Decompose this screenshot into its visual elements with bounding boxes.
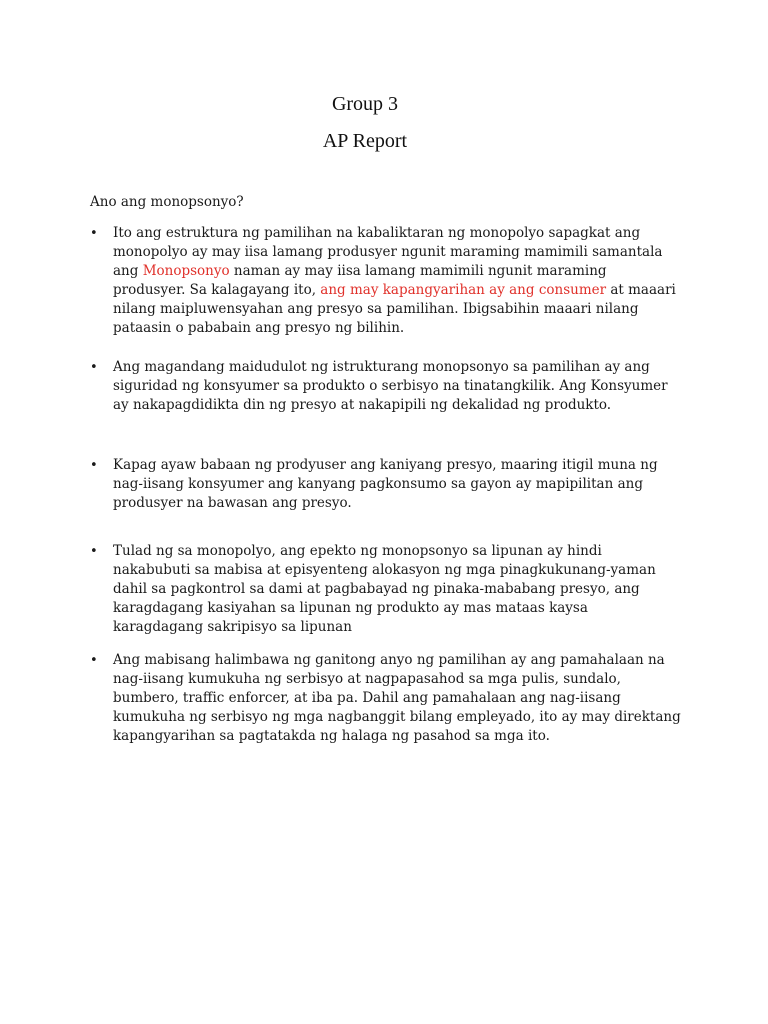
bullet-item-consumer-action [90, 456, 690, 513]
highlighted-term-monopsonyo: Monopsonyo [142, 263, 230, 279]
bullet-icon: • [90, 360, 98, 375]
bullet-icon: • [90, 458, 98, 473]
bullet-text: Tulad ng sa monopolyo, ang epekto ng monopsonyo sa lipunan ay hindi nakabubuti sa mabisa at episyenteng alokasyon ng mga pinagkukunang-yaman dahil sa pagkontrol sa dami at pagbabayad ng pinaka-mababang presyo, ang karagdagang kasiyahan sa lipunan ng produkto ay mas mataas kaysa karagdagang sakripisyo sa lipunan [113, 543, 656, 635]
bullet-text-part: Ito ang estruktura ng pamilihan na kabaliktaran ng monopolyo sapagkat ang monopolyo ay may iisa lamang produsyer ngunit maraming mamimili samantala ang [113, 225, 663, 279]
bullet-text: Kapag ayaw babaan ng prodyuser ang kaniyang presyo, maaring itigil muna ng nag-iisang konsyumer ang kanyang pagkonsumo sa gayon ay mapipilitan ang produsyer na bawasan ang presyo. [113, 457, 658, 511]
bullet-item-effect [90, 542, 690, 637]
bullet-icon: • [90, 544, 98, 559]
document-title: Group 3 [331, 93, 399, 115]
bullet-item-benefit [90, 358, 690, 415]
bullet-text: Ang magandang maidudulot ng istrukturang monopsonyo sa pamilihan ay ang siguridad ng konsyumer sa produkto o serbisyo na tinatangkilik. Ang Konsyumer ay nakapagdidikta din ng presyo at nakapipili ng dekalidad ng produkto. [113, 359, 668, 413]
bullet-icon: • [90, 653, 98, 668]
bullet-text-part: naman ay may iisa lamang mamimili ngunit maraming produsyer. Sa kalagayang ito, [113, 263, 607, 298]
bullet-item-definition [90, 224, 690, 338]
document-subtitle: AP Report [322, 130, 408, 152]
section-question: Ano ang monopsonyo? [90, 194, 244, 210]
bullet-item-example [90, 651, 690, 746]
bullet-text-part: at maaari nilang maipluwensyahan ang presyo sa pamilihan. Ibigsabihin maaari nilang pataasin o pababain ang presyo ng bilihin. [113, 282, 676, 336]
bullet-text [113, 224, 681, 338]
bullet-text: Ang mabisang halimbawa ng ganitong anyo ng pamilihan ay ang pamahalaan na nag-iisang kumukuha ng serbisyo at nagpapasahod sa mga pulis, sundalo, bumbero, traffic enforcer, at iba pa. Dahil ang pamahalaan ang nag-iisang kumukuha ng serbisyo ng mga nagbanggit bilang empleyado, ito ay may direktang kapangyarihan sa pagtatakda ng halaga ng pasahod sa mga ito. [113, 652, 681, 744]
bullet-icon: • [90, 226, 98, 241]
highlighted-phrase-consumer-power: ang may kapangyarihan ay ang consumer [320, 282, 607, 298]
